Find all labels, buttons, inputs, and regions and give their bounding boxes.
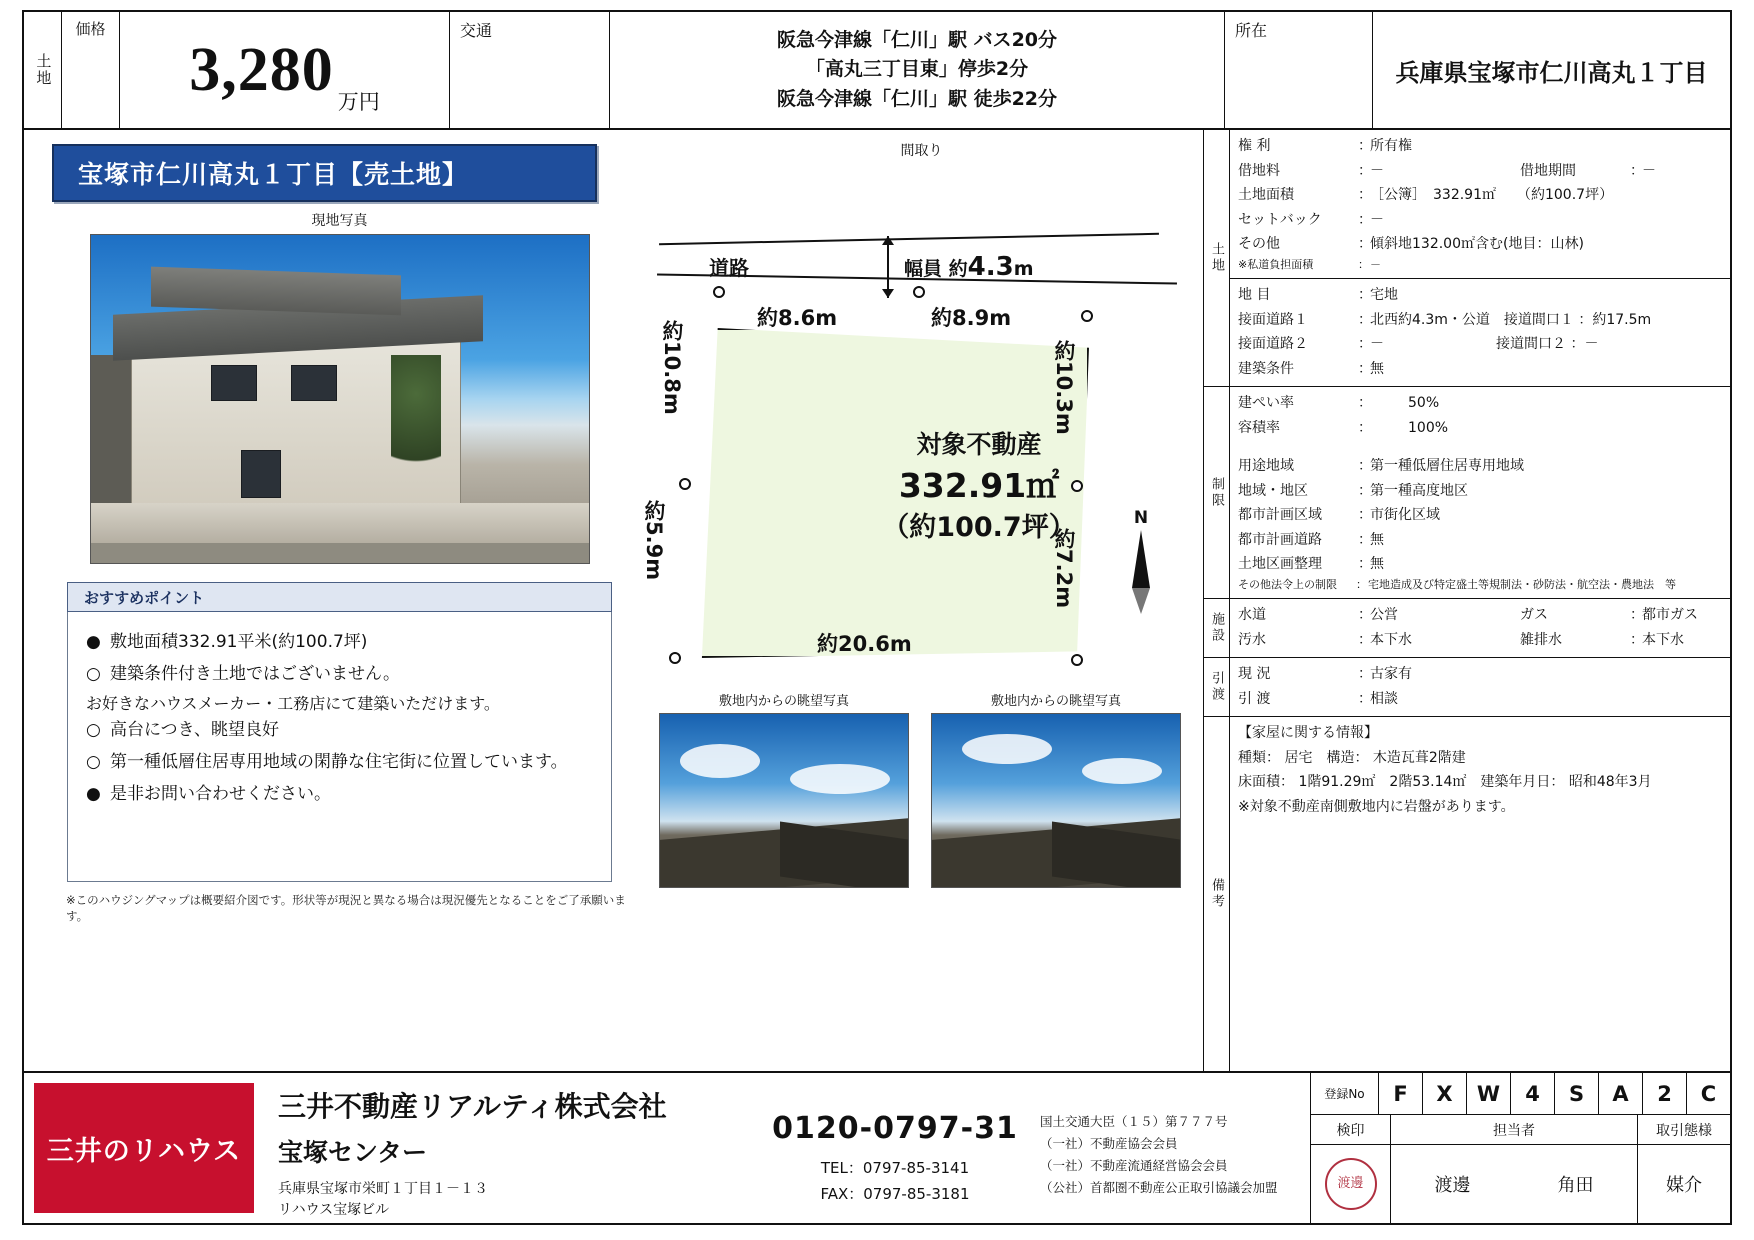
point-bullet: ○ [86,719,101,740]
remarks-section [1204,717,1730,1071]
assoc-line: （一社）不動産協会会員 [1040,1135,1178,1151]
dim-top-right: 約8.9m [931,306,1012,330]
sub-photo-block [931,690,1181,888]
restriction-key: 用途地域 [1238,458,1294,474]
land-value: 宅地 [1370,287,1398,303]
land-key: その他 [1238,236,1280,252]
delivery-row: 引 渡 ： 相談 [1238,687,1724,712]
restriction-key: 土地区画整理 [1238,556,1322,572]
land-key: 権 利 [1238,138,1271,154]
restriction-note-row: その他法令上の制限 ： 宅地造成及び特定盛土等規制法・砂防法・航空法・農地法 等 [1238,577,1724,594]
restriction-key: 建ぺい率 [1238,395,1294,411]
land-row: ※私道負担面積 ： － [1238,257,1724,274]
compass-icon [1121,508,1161,614]
dim-left-lower: 約5.9m [642,500,666,581]
delivery-value: 相談 [1370,690,1398,707]
land-row: 接面道路１ ： 北西約4.3m・公道 接道間口１ ：約17.5m [1238,308,1724,333]
land-key: ※私道負担面積 [1238,257,1314,271]
right-pane [1204,130,1730,1071]
delivery-row: 現 況 ： 古家有 [1238,662,1724,687]
restriction-value: 無 [1370,531,1384,548]
restriction-row: 都市計画区域 ： 市街化区域 [1238,503,1724,528]
traffic-line-1: 阪急今津線「仁川」駅 バス20分 [776,28,1058,51]
reg-cell: F [1379,1073,1423,1114]
land-value: 傾斜地132.00㎡含む(地目：山林) [1370,236,1584,252]
restriction-note-value: 宅地造成及び特定盛土等規制法・砂防法・航空法・農地法 等 [1368,577,1676,591]
registration-label: 登録No [1311,1073,1379,1114]
subject-area-tsubo: （約100.7坪） [882,512,1076,543]
point-item [86,714,599,746]
charge-name-1: 渡邊 [1434,1175,1471,1196]
view-photo-1 [659,713,909,888]
facility-info [1230,599,1730,657]
restriction-section-label: 制限 [1204,387,1230,598]
land-key: 建築条件 [1238,360,1294,377]
plot-diagram [639,160,1204,700]
point-subtext: お好きなハウスメーカー・工務店にて建築いただけます。 [86,693,500,713]
branch-name: 宝塚センター [278,1138,428,1167]
land-key: 土地面積 [1238,187,1294,203]
restriction-row: 土地区画整理 ： 無 [1238,552,1724,577]
header-location-value: 兵庫県宝塚市仁川高丸１丁目 [1395,58,1708,87]
restriction-section [1204,387,1730,599]
header-traffic-value [610,12,1225,128]
reg-cell: 2 [1643,1073,1687,1114]
delivery-key: 現 況 [1238,666,1271,682]
land-row: 地 目 ： 宅地 [1238,283,1724,308]
delivery-value: 古家有 [1370,666,1412,682]
facility-key-2: 雑排水 [1520,631,1562,648]
land-row: 建築条件 ： 無 [1238,357,1724,382]
lot-corner-node [679,478,691,490]
point-item [86,778,599,810]
map-disclaimer: ※このハウジングマップは概要紹介図です。形状等が現況と異なる場合は現況優先となることをご了承願います。 [66,893,626,923]
land-value: － [1370,211,1384,228]
company-name: 三井不動産リアルティ株式会社 [278,1090,667,1123]
road-width-arrow-icon [887,236,889,298]
compass-north-label: N [1133,508,1149,528]
land-key: 借地料 [1238,162,1280,179]
facility-value-2: 都市ガス [1642,607,1698,623]
footer [24,1073,1730,1223]
header-price-label: 価格 [62,12,120,128]
property-title-banner: 宝塚市仁川高丸１丁目【売土地】 [52,144,597,202]
license-number: 国土交通大臣（１５）第７７７号 [1040,1114,1228,1129]
deal-column [1638,1115,1730,1223]
land-section-label: 土地 [1204,130,1230,386]
point-bullet: ● [86,632,101,652]
lot-corner-node [1071,654,1083,666]
dim-top-left: 約8.6m [757,306,838,330]
restriction-info [1230,387,1730,598]
stamp-icon: 渡邊 [1325,1158,1377,1210]
reg-cell: S [1555,1073,1599,1114]
charge-column [1391,1115,1638,1223]
land-key: 接面道路２ [1238,336,1308,352]
lot-corner-node [713,286,725,298]
registration-number-row [1311,1073,1730,1115]
point-text: 高台につき、眺望良好 [110,719,279,740]
facility-section-label: 施設 [1204,599,1230,657]
restriction-value: 第一種高度地区 [1370,482,1468,499]
delivery-key: 引 渡 [1238,690,1271,707]
remarks-line: ※対象不動産南側敷地内に岩盤があります。 [1238,798,1515,815]
road-label: 道路 [709,256,749,280]
delivery-section [1204,658,1730,717]
flyer-sheet [22,10,1732,1225]
madori-label: 間取り [900,143,943,159]
traffic-line-2: 「高丸三丁目東」停歩2分 [805,58,1029,81]
restriction-value: 市街化区域 [1370,507,1440,523]
reg-cell: A [1599,1073,1643,1114]
land-section [1204,130,1730,387]
delivery-info [1230,658,1730,716]
deal-value: 媒介 [1666,1175,1702,1196]
restriction-key: 都市計画区域 [1238,507,1322,523]
lot-corner-node [1081,310,1093,322]
association-info [1040,1073,1310,1223]
land-row: 借地料 ： － 借地期間 ： － [1238,159,1724,184]
restriction-row: 地域・地区 ： 第一種高度地区 [1238,479,1724,504]
company-info [264,1073,750,1223]
restriction-value: 無 [1370,556,1384,572]
remarks-line: 床面積： 1階91.29㎡ 2階53.14㎡ 建築年月日： 昭和48年3月 [1238,774,1652,790]
plot-drawing-column [639,130,1204,1071]
lot-corner-node [669,652,681,664]
lot-corner-node [913,286,925,298]
restriction-row: 用途地域 ： 第一種低層住居専用地域 [1238,454,1724,479]
land-row: 接面道路２ ： － 接道間口２ ：－ [1238,332,1724,357]
facility-row: 汚水 ： 本下水 雑排水 ： 本下水 [1238,628,1724,653]
facility-value: 公営 [1370,607,1398,623]
approval-row [1311,1115,1730,1223]
land-row: セットバック ： － [1238,208,1724,233]
charge-name-2: 角田 [1557,1175,1594,1196]
facility-key: 汚水 [1238,631,1266,648]
header-location-label: 所在 [1225,12,1373,128]
restriction-row: 建ぺい率 ： 50% [1238,391,1724,416]
price-number: 3,280 [189,35,334,104]
company-address-line-1: 兵庫県宝塚市栄町１丁目１－１３ [278,1181,488,1197]
deal-label: 取引態様 [1638,1115,1730,1145]
land-info-group-2 [1230,279,1730,386]
assoc-line: （一社）不動産流通経営協会会員 [1040,1157,1228,1173]
land-value: 無 [1370,360,1384,377]
assoc-line: （公社）首都圏不動産公正取引協議会加盟 [1040,1179,1278,1195]
reg-cell: 4 [1511,1073,1555,1114]
body-row [24,130,1730,1073]
remarks-section-label: 備考 [1204,717,1230,1071]
land-key: 地 目 [1238,287,1271,303]
point-text: 建築条件付き土地ではございません。 [110,664,401,685]
main-photo-caption: 現地写真 [311,213,368,229]
traffic-line-3: 阪急今津線「仁川」駅 徒歩22分 [776,87,1058,110]
land-row: その他 ： 傾斜地132.00㎡含む(地目：山林) [1238,232,1724,257]
sub-photo-caption: 敷地内からの眺望写真 [990,694,1121,709]
point-text: 是非お問い合わせください。 [110,784,331,805]
restriction-key: 都市計画道路 [1238,531,1322,548]
road-width-value: 4.3 [967,252,1014,282]
road-width-unit: m [1013,258,1034,280]
land-value: 所有権 [1370,138,1412,154]
land-info-group-1 [1230,130,1730,279]
check-label: 検印 [1311,1115,1390,1145]
road-edge-upper [659,233,1159,245]
company-logo: 三井のリハウス [34,1083,254,1213]
view-photo-2 [931,713,1181,888]
road-width-label: 幅員 約 [904,258,968,280]
sub-photo-block [659,690,909,888]
header-land-label: 土地 [24,12,62,128]
company-address-line-2: リハウス宝塚ビル [278,1202,390,1218]
point-item [86,658,599,690]
facility-row: 水道 ： 公営 ガス ： 都市ガス [1238,603,1724,628]
left-column [24,130,639,1071]
restriction-value: 50% [1408,395,1440,411]
restriction-spacer [1238,440,1724,454]
remarks-title: 【家屋に関する情報】 [1238,725,1378,741]
header-row [24,12,1730,130]
reg-cell: C [1700,1081,1717,1106]
dim-left-upper: 約10.8m [660,320,684,415]
restriction-note-label: その他法令上の制限 [1238,577,1337,591]
facility-value: 本下水 [1370,631,1412,648]
land-key: 接面道路１ [1238,311,1308,328]
charge-names [1391,1145,1637,1223]
sub-photos [659,690,1189,888]
restriction-value: 第一種低層住居専用地域 [1370,458,1524,474]
facility-key: 水道 [1238,607,1266,623]
reg-cell: X [1423,1073,1467,1114]
land-value-2: － [1642,162,1656,179]
price-unit: 万円 [337,90,380,114]
dim-right-lower: 約7.2m [1052,528,1076,609]
remarks-line: 種類： 居宅 構造： 木造瓦葺2階建 [1238,749,1466,766]
restriction-row: 都市計画道路 ： 無 [1238,528,1724,553]
approval-stamp [1311,1145,1390,1223]
remarks-info [1230,717,1730,1071]
registration-block [1310,1073,1730,1223]
point-text: 第一種低層住居専用地域の閑静な住宅街に位置しています。 [110,751,568,772]
restriction-key: 容積率 [1238,419,1280,436]
recommend-points-header: おすすめポイント [67,582,612,612]
dim-right-upper: 約10.3m [1052,340,1076,435]
land-key: セットバック [1238,211,1322,228]
land-value: － [1370,257,1381,271]
land-value: － [1370,162,1384,179]
free-dial-number[interactable]: 0120-0797-31 [772,1111,1018,1146]
main-property-photo [90,234,590,564]
fax-number: FAX：0797-85-3181 [820,1184,970,1203]
charge-label: 担当者 [1391,1115,1637,1145]
reg-cell: W [1467,1073,1511,1114]
facility-section [1204,599,1730,658]
point-bullet: ○ [86,664,101,685]
land-row: 土地面積 ： ［公簿］ 332.91㎡ （約100.7坪） [1238,183,1724,208]
point-bullet: ○ [86,751,101,772]
point-bullet: ● [86,784,101,805]
land-value: 北西約4.3m・公道 接道間口１ ：約17.5m [1370,311,1652,328]
delivery-section-label: 引渡 [1204,658,1230,716]
restriction-value: 100% [1408,419,1449,436]
dim-bottom: 約20.6m [817,632,912,656]
check-column [1311,1115,1391,1223]
facility-value-2: 本下水 [1642,631,1684,648]
land-value: － 接道間口２ ：－ [1370,336,1599,352]
land-value: ［公簿］ 332.91㎡ （約100.7坪） [1370,187,1614,203]
left-pane [24,130,1204,1071]
tel-number: TEL：0797-85-3141 [820,1159,970,1177]
contact-block [750,1073,1040,1223]
restriction-row: 容積率 ： 100% [1238,416,1724,441]
facility-key-2: ガス [1520,607,1548,623]
point-text: 敷地面積332.91平米(約100.7坪) [110,632,368,652]
header-traffic-label: 交通 [450,12,610,128]
recommend-points-box [67,612,612,882]
point-item [86,746,599,778]
point-item [86,626,599,658]
subject-property-label: 対象不動産 [916,430,1042,459]
land-row: 権 利 ： 所有権 [1238,134,1724,159]
road-width-text [904,252,1034,282]
restriction-key: 地域・地区 [1238,482,1308,499]
header-price-value [120,12,450,128]
land-key-2: 借地期間 [1520,162,1576,179]
subject-area-sqm: 332.91㎡ [898,466,1060,505]
sub-photo-caption: 敷地内からの眺望写真 [718,694,849,709]
